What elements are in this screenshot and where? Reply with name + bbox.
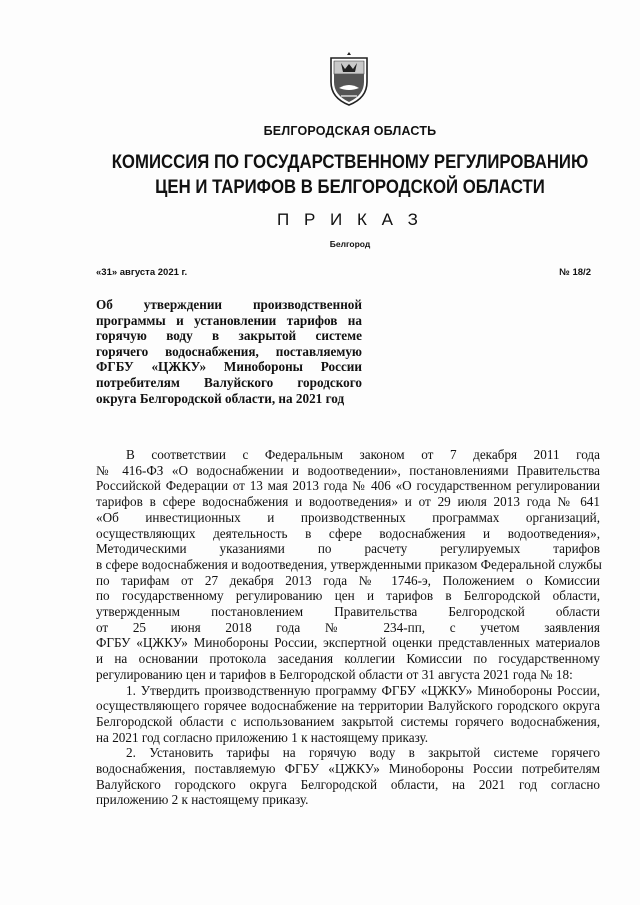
body-line: ФГБУ «ЦЖКУ» Минобороны России, экспертной оценки представленных материалов	[96, 635, 600, 651]
body-line: на 2021 год согласно приложению 1 к настоящему приказу.	[96, 729, 429, 745]
order-subject	[96, 297, 362, 406]
order-item-2	[96, 745, 600, 808]
body-line: осуществляющего горячее водоснабжение на территории Валуйского городского округа	[96, 698, 600, 714]
coat-of-arms-icon	[327, 52, 371, 108]
body-line: Российской Федерации от 13 мая 2013 года № 406 «О государственном регулировании	[96, 478, 600, 494]
order-body	[96, 447, 600, 808]
body-line: и на основании протокола заседания коллегии Комиссии по государственному	[96, 651, 600, 667]
region-title: БЕЛГОРОДСКАЯ ОБЛАСТЬ	[263, 124, 437, 138]
body-line: приложению 2 к настоящему приказу.	[96, 792, 309, 808]
subject-line: ФГБУ «ЦЖКУ» Минобороны России	[96, 359, 362, 375]
body-line: осуществляющих деятельность в сфере водоснабжения и водоотведения»,	[96, 525, 600, 541]
body-line: Методическими указаниями по расчету регулируемых тарифов	[96, 541, 600, 557]
order-item-1	[96, 683, 600, 746]
body-line: 2. Установить тарифы на горячую воду в закрытой системе горячего	[126, 745, 600, 761]
document-type: П Р И К А З	[277, 210, 423, 229]
body-line: «Об инвестиционных и производственных программах организаций,	[96, 509, 600, 525]
body-line: в сфере водоснабжения и водоотведения, утвержденными приказом Федеральной службы	[96, 556, 602, 572]
body-line: В соответствии с Федеральным законом от 7 декабря 2011 года	[126, 447, 600, 462]
body-line: тарифов в сфере водоснабжения и водоотведения» и от 29 июля 2013 года № 641	[96, 494, 600, 510]
body-line: регулированию цен и тарифов в Белгородской области от 31 августа 2021 года № 18:	[96, 666, 573, 682]
order-number: № 18/2	[559, 267, 591, 278]
subject-line: округа Белгородской области, на 2021 год	[96, 390, 345, 406]
body-line: водоснабжения, поставляемую ФГБУ «ЦЖКУ» Минобороны России потребителям	[96, 761, 600, 777]
order-date: «31» августа 2021 г.	[96, 267, 188, 278]
body-line: по государственному регулированию цен и тарифов в Белгородской области,	[96, 588, 600, 604]
commission-title-line: ЦЕН И ТАРИФОВ В БЕЛГОРОДСКОЙ ОБЛАСТИ	[155, 176, 545, 198]
subject-line: Об утверждении производственной	[96, 297, 362, 312]
body-line: по тарифам от 27 декабря 2013 года № 1746-э, Положением о Комиссии	[96, 572, 600, 588]
body-line: 1. Утвердить производственную программу ФГБУ «ЦЖКУ» Минобороны России,	[126, 682, 600, 698]
body-line: Валуйского городского округа Белгородской области, на 2021 год согласно	[96, 776, 600, 792]
commission-title	[101, 150, 600, 200]
body-line: утвержденным постановлением Правительства Белгородской области	[96, 604, 600, 620]
commission-title-line: КОМИССИЯ ПО ГОСУДАРСТВЕННОМУ РЕГУЛИРОВАНИЮ	[111, 151, 589, 173]
city-label: Белгород	[329, 239, 371, 249]
preamble-paragraph	[96, 447, 600, 683]
subject-line: горячего водоснабжения, поставляемую	[96, 343, 362, 359]
body-line: № 416-ФЗ «О водоснабжении и водоотведении», постановлениями Правительства	[96, 462, 600, 478]
body-line: Белгородской области с использованием закрытой системы горячего водоснабжения,	[96, 713, 600, 729]
subject-line: программы и установлении тарифов на	[96, 312, 362, 328]
subject-line: потребителям Валуйского городского	[96, 374, 362, 390]
subject-line: горячую воду в закрытой системе	[96, 328, 362, 344]
body-line: от 25 июня 2018 года № 234-пп, с учетом заявления	[96, 619, 600, 635]
